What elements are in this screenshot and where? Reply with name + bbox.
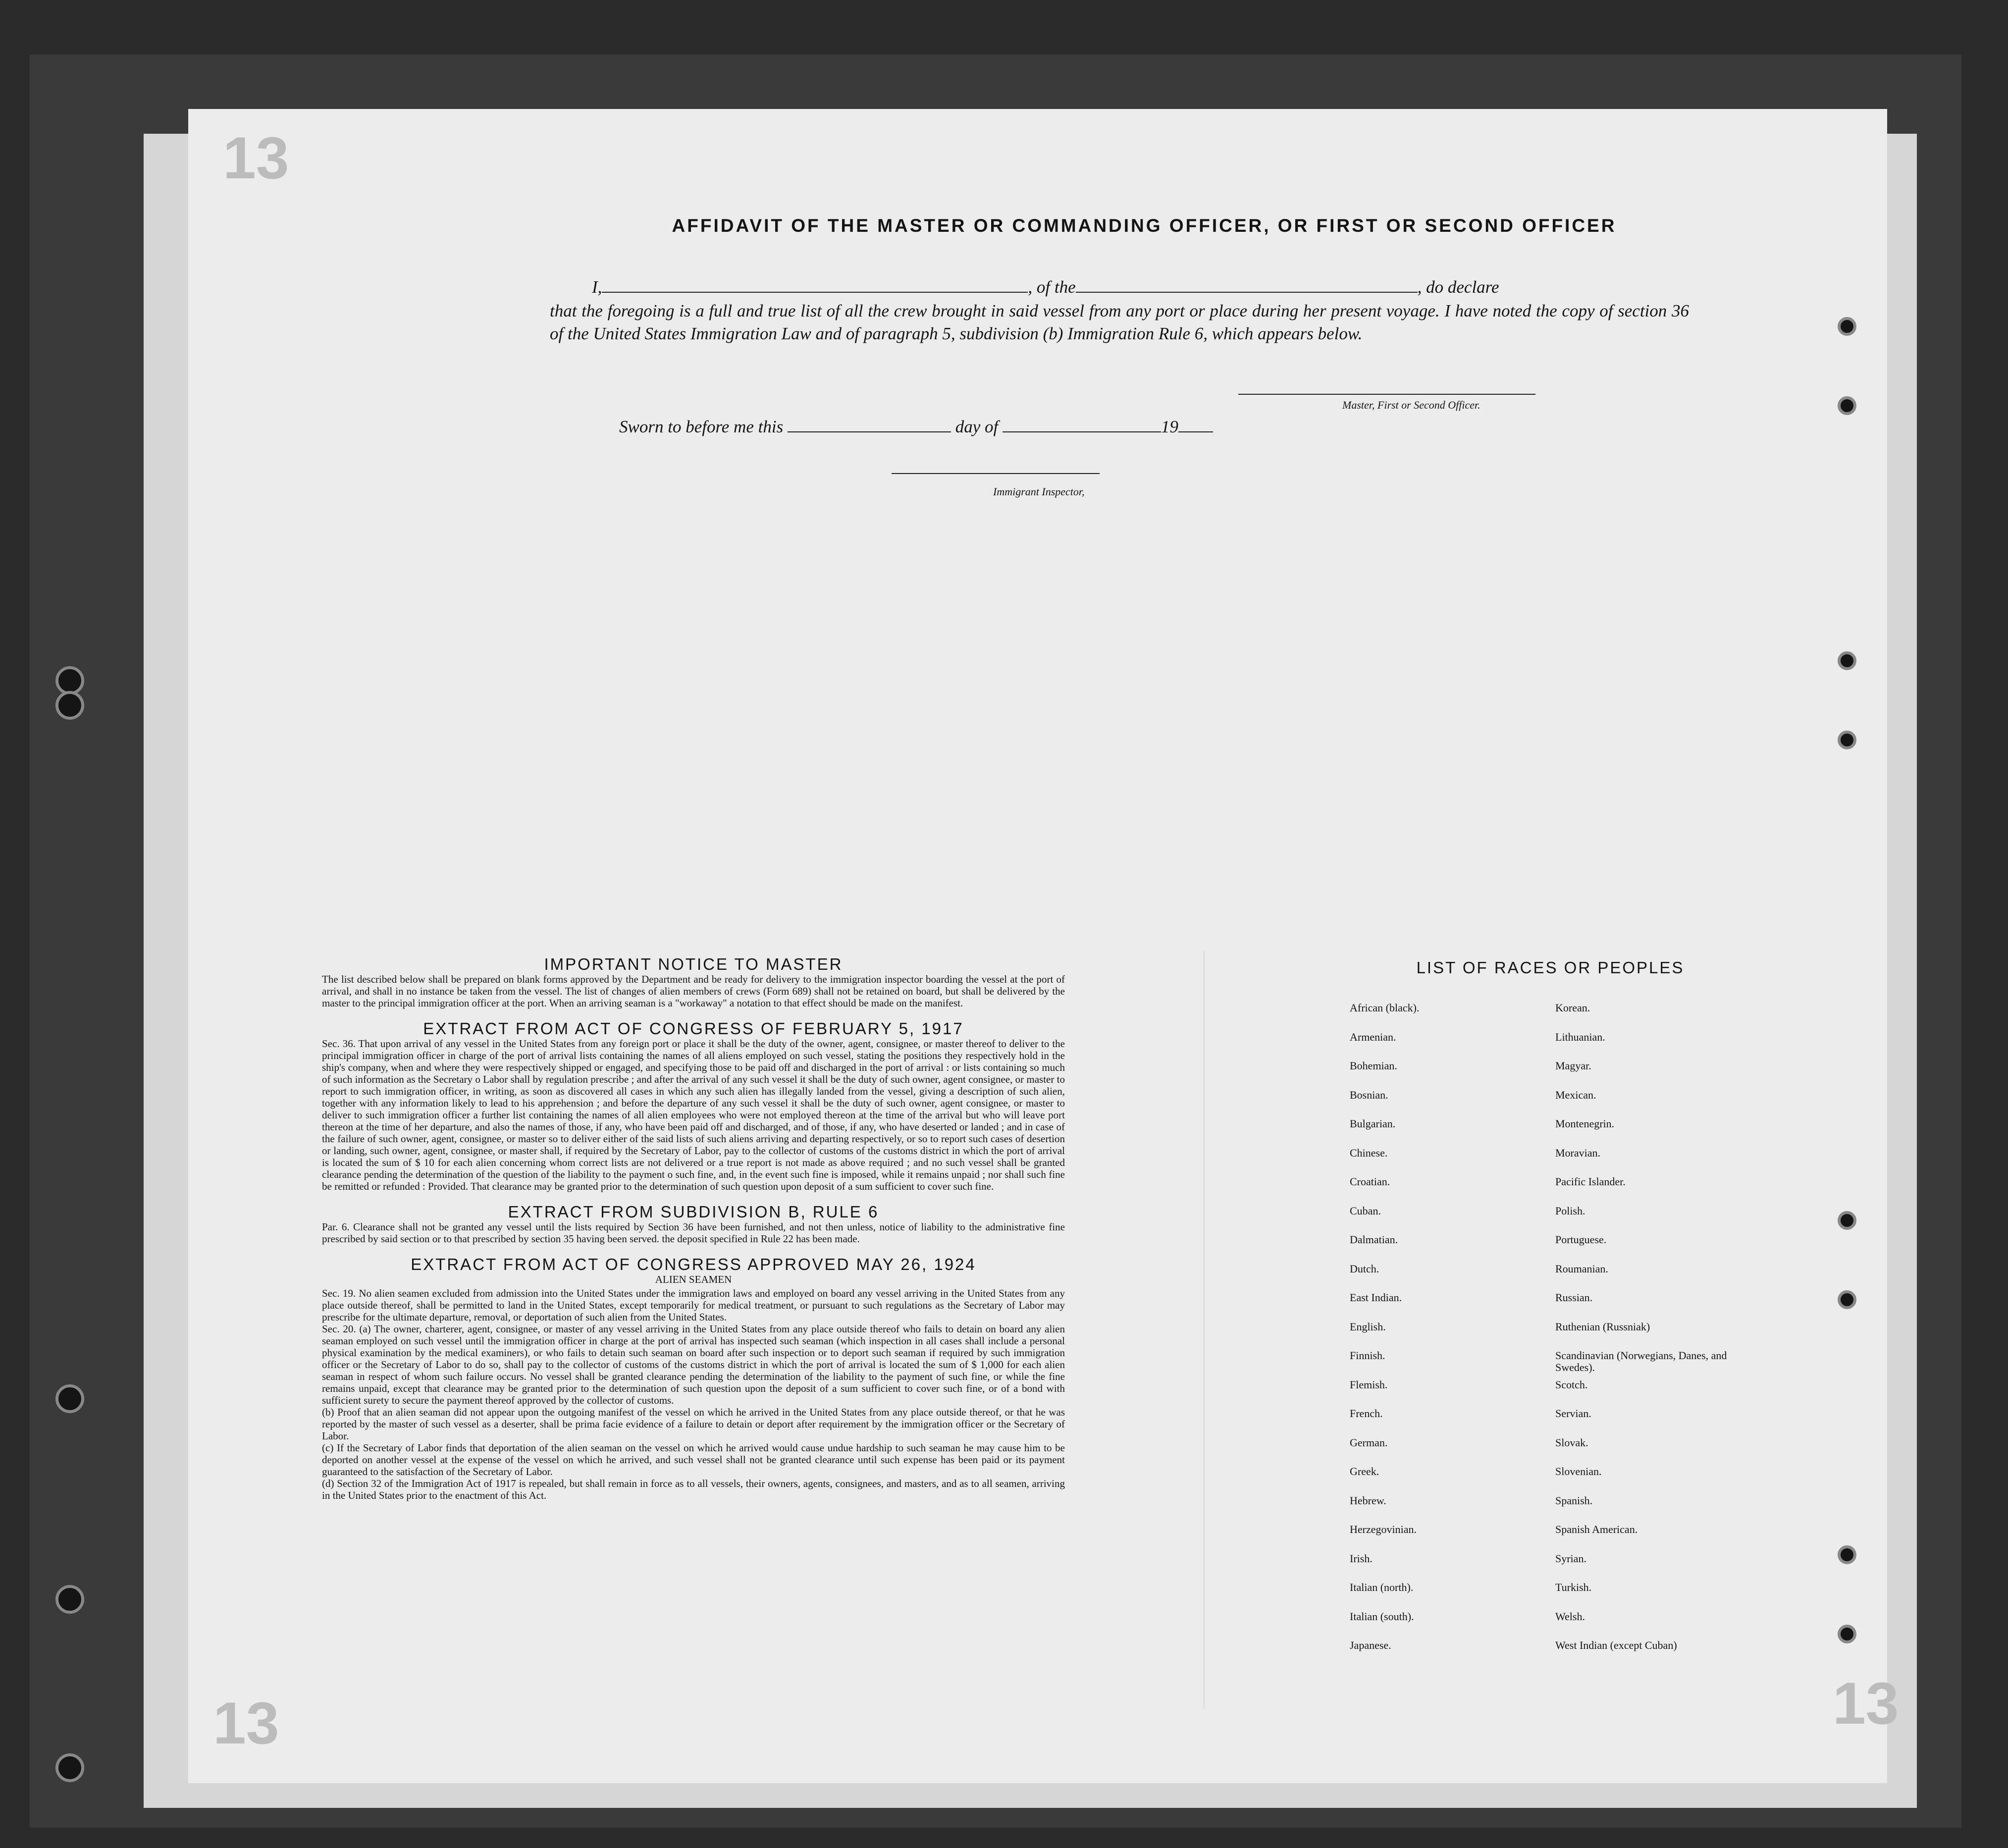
- affidavit-body: that the foregoing is a full and true list of all the crew brought in said vessel from any port or place during her present voyage. I have noted the copy of section 36 of the United States Immigration Law and of paragraph 5, subdivision (b) Immigration Rule 6, which appears below.: [550, 301, 1689, 343]
- race-item: Hebrew.: [1350, 1494, 1386, 1507]
- race-item: Mexican.: [1555, 1088, 1596, 1101]
- race-item: Spanish American.: [1555, 1523, 1638, 1535]
- race-item: Korean.: [1555, 1002, 1590, 1014]
- binder-hole: [55, 691, 84, 720]
- punch-hole: [1838, 1290, 1856, 1309]
- race-item: Servian.: [1555, 1407, 1591, 1420]
- race-item: West Indian (except Cuban): [1555, 1639, 1677, 1651]
- inspector-label: Immigrant Inspector,: [993, 485, 1085, 498]
- notices-column: [322, 955, 1065, 1501]
- vessel-name-blank: [1076, 292, 1418, 293]
- races-right-column: [1555, 1002, 1744, 1669]
- sworn-day-blank: [788, 431, 951, 432]
- punch-hole: [1838, 317, 1856, 336]
- races-title: LIST OF RACES OR PEOPLES: [1416, 958, 1685, 977]
- race-item: Croatian.: [1350, 1175, 1390, 1188]
- race-item: Montenegrin.: [1555, 1117, 1615, 1130]
- sworn-prefix: Sworn to before me this: [619, 417, 784, 436]
- race-item: Spanish.: [1555, 1494, 1593, 1507]
- extract-1917-text: Sec. 36. That upon arrival of any vessel in the United States from any foreign port or place it shall be the duty of the owner, agent, consignee, or master thereof to deliver to the principal immigration officer in charge of the port of arrival lists containing the names of all aliens employed on such vessel, stating the positions they respectively hold in the ship's company, when and where they were respectively shipped or engaged, and specifying those to be paid off and discharged in the port of arrival : or lists containing so much of such information as the Secretary o Labor shall by regulation prescribe ; and after the arrival of any such vessel it shall be the duty of such owner, agent consignee, or master to report to such immigration officer, in writing, as soon as discovered all cases in which any such alien has illegally landed from the vessel, giving a description of such alien, together with any information likely to lead to his apprehension ; and before the departure of any such vessel it shall be the duty of such owner, agent consignee, or master to deliver to such immigration officer a further list containing the names of all alien employees who were not employed thereon at the time of the arrival but who will leave port thereon at the time of her departure, and also the names of those, if any, who have been paid off and discharged, and of those, if any, who have deserted or landed ; and in case of the failure of such owner, agent, consignee, or master so to deliver either of the said lists of such aliens arriving and departing respectively, or so to report such cases of desertion or landing, such owner, agent, consignee, or master shall, if required by the Secretary of Labor, pay to the collector of customs of the customs district in which the port of arrival is located the sum of $ 10 for each alien concerning whom correct lists are not delivered or a true report is not made as above required ; and no such vessel shall be granted clearance pending the determination of the question of the liability to the payment o such fine, and, in the event such fine is imposed, while it remains unpaid ; nor shall such fine be remitted or refunded : Provided. That clearance may be granted prior to the determination of such question upon deposit of a sum sufficient to cover such fine.: [322, 1038, 1065, 1192]
- punch-hole: [1838, 1211, 1856, 1230]
- race-item: Polish.: [1555, 1204, 1585, 1217]
- race-item: Slovenian.: [1555, 1465, 1602, 1478]
- inspector-signature-line: [892, 473, 1100, 474]
- extract-rule6-text: Par. 6. Clearance shall not be granted any vessel until the lists required by Section 36 have been furnished, and not then unless, notice of liability to the administrative fine prescribed by said section or to that prescribed by section 35 having been served. the deposit specified in Rule 22 has been made.: [322, 1221, 1065, 1245]
- extract-1917-title: EXTRACT FROM ACT OF CONGRESS OF FEBRUARY 5, 1917: [423, 1019, 964, 1038]
- race-item: Scotch.: [1555, 1378, 1588, 1391]
- race-item: Bohemian.: [1350, 1059, 1397, 1072]
- affidavit-title: AFFIDAVIT OF THE MASTER OR COMMANDING OFFICER, OR FIRST OR SECOND OFFICER: [672, 215, 1617, 236]
- race-item: Turkish.: [1555, 1581, 1592, 1593]
- extract-1924-paragraph: Sec. 19. No alien seamen excluded from admission into the United States under the immigration laws and employed on board any vessel arriving in the United States from any place outside thereof, shall be permitted to land in the United States, except temporarily for medical treatment, or pursuant to such regulations as the Secretary of Labor may prescribe for the ultimate departure, removal, or deportation of such alien from the United States.: [322, 1287, 1065, 1323]
- race-item: Dalmatian.: [1350, 1233, 1398, 1246]
- sworn-year-blank: [1178, 431, 1213, 432]
- race-item: Slovak.: [1555, 1436, 1588, 1449]
- extract-1924-paragraph: Sec. 20. (a) The owner, charterer, agent, consignee, or master of any vessel arriving in the United States from any place outside thereof who fails to detain on board any alien seaman employed on such vessel until the immigration officer in charge at the port of arrival has inspected such seaman (which inspection in all cases shall include a personal physical examination by the medical examiners), or who fails to detain such seaman on board after such inspection or to deport such seaman if required by such immigration officer or the Secretary of Labor to do so, shall pay to the collector of customs of the customs district in which the port of arrival is located the sum of $ 1,000 for each alien seaman in respect of whom such failure occurs. No vessel shall be granted clearance pending the determination of the liability to the payment of such fine, or while the fine remains unpaid, except that clearance may be granted prior to the determination of such question upon the deposit of a sum sufficient to cover such fine, or of a bond with sufficient surety to secure the payment thereof approved by the collector of customs.: [322, 1323, 1065, 1406]
- extract-1924-paragraph: (c) If the Secretary of Labor finds that deportation of the alien seaman on the vessel on which he arrived would cause undue hardship to such seaman he may cause him to be deported on another vessel at the expense of the vessel on which he arrived, and such vessel shall not be granted clearance until such expense has been paid or its payment guaranteed to the satisfaction of the Secretary of Labor.: [322, 1442, 1065, 1478]
- affidavit-of-the: , of the: [1028, 277, 1076, 297]
- notice-text: The list described below shall be prepared on blank forms approved by the Department and be ready for delivery to the immigration inspector boarding the vessel at the port of arrival, and shall in no instance be taken from the vessel. The list of changes of alien members of crews (Form 689) shall not be retained on board, but shall be delivered by the master to the principal immigration officer at the port. When an arriving seaman is a "workaway" a notation to that effect should be made on the manifest.: [322, 973, 1065, 1009]
- race-item: Greek.: [1350, 1465, 1379, 1478]
- affidavit-declaration-line: [592, 277, 1499, 297]
- affidavit-do-declare: , do declare: [1417, 277, 1499, 297]
- extract-1924-paragraph: (b) Proof that an alien seaman did not appear upon the outgoing manifest of the vessel on which he arrived in the United States from any place outside thereof, or that he was reported by the master of such vessel as a deserter, shall be prima facie evidence of a failure to detain or deport after requirement by the immigration officer or the Secretary of Labor.: [322, 1406, 1065, 1442]
- race-item: French.: [1350, 1407, 1383, 1420]
- punch-hole: [1838, 731, 1856, 749]
- punch-hole: [1838, 396, 1856, 415]
- page-number-ghost: 13: [213, 1690, 279, 1756]
- race-item: Flemish.: [1350, 1378, 1388, 1391]
- race-item: Dutch.: [1350, 1262, 1379, 1275]
- sworn-day-of: day of: [955, 417, 999, 436]
- sworn-month-blank: [1003, 431, 1161, 432]
- race-item: English.: [1350, 1320, 1386, 1333]
- extract-1924-title: EXTRACT FROM ACT OF CONGRESS APPROVED MAY 26, 1924: [411, 1255, 976, 1273]
- punch-hole: [1838, 1545, 1856, 1564]
- races-left-column: [1350, 1002, 1538, 1669]
- affidavit-i: I,: [592, 277, 602, 297]
- race-item: Syrian.: [1555, 1552, 1586, 1565]
- race-item: German.: [1350, 1436, 1388, 1449]
- race-item: African (black).: [1350, 1002, 1420, 1014]
- sworn-line: [619, 417, 1213, 437]
- race-item: Chinese.: [1350, 1146, 1388, 1159]
- race-item: Pacific Islander.: [1555, 1175, 1626, 1188]
- master-name-blank: [602, 292, 1028, 293]
- master-signature-label: Master, First or Second Officer.: [1342, 399, 1480, 411]
- race-item: Magyar.: [1555, 1059, 1591, 1072]
- race-item: Italian (north).: [1350, 1581, 1414, 1593]
- race-item: Russian.: [1555, 1291, 1593, 1304]
- race-item: Moravian.: [1555, 1146, 1601, 1159]
- race-item: Welsh.: [1555, 1610, 1585, 1623]
- extract-1924-subtitle: ALIEN SEAMEN: [655, 1273, 732, 1285]
- punch-hole: [1838, 651, 1856, 670]
- race-item: Japanese.: [1350, 1639, 1391, 1651]
- race-item: Irish.: [1350, 1552, 1373, 1565]
- race-item: Ruthenian (Russniak): [1555, 1320, 1650, 1333]
- race-item: Bulgarian.: [1350, 1117, 1396, 1130]
- race-item: Roumanian.: [1555, 1262, 1608, 1275]
- race-item: Bosnian.: [1350, 1088, 1388, 1101]
- race-item: Cuban.: [1350, 1204, 1381, 1217]
- manifest-page: [188, 109, 1899, 1783]
- extract-rule6-title: EXTRACT FROM SUBDIVISION B, RULE 6: [508, 1203, 879, 1221]
- race-item: Lithuanian.: [1555, 1030, 1605, 1043]
- column-divider: [1204, 951, 1205, 1709]
- race-item: Herzegovinian.: [1350, 1523, 1417, 1535]
- race-item: Scandinavian (Norwegians, Danes, and Swedes).: [1555, 1349, 1727, 1373]
- race-item: Armenian.: [1350, 1030, 1396, 1043]
- race-item: Portuguese.: [1555, 1233, 1607, 1246]
- binder-hole: [55, 1585, 84, 1614]
- race-item: East Indian.: [1350, 1291, 1402, 1304]
- extract-1924-paragraph: (d) Section 32 of the Immigration Act of 1917 is repealed, but shall remain in force as to all vessels, their owners, agents, consignees, and masters, and as to all seamen, arriving in the United States prior to the enactment of this Act.: [322, 1478, 1065, 1501]
- binder-hole: [55, 1384, 84, 1413]
- master-signature-line: [1238, 394, 1535, 395]
- notice-title: IMPORTANT NOTICE TO MASTER: [544, 955, 843, 973]
- race-item: Italian (south).: [1350, 1610, 1414, 1623]
- page-number-ghost: 13: [223, 125, 289, 191]
- page-number-ghost: 13: [1833, 1670, 1899, 1737]
- race-item: Finnish.: [1350, 1349, 1385, 1362]
- binder-hole: [55, 1753, 84, 1782]
- punch-hole: [1838, 1625, 1856, 1643]
- sworn-year: 19: [1161, 417, 1178, 436]
